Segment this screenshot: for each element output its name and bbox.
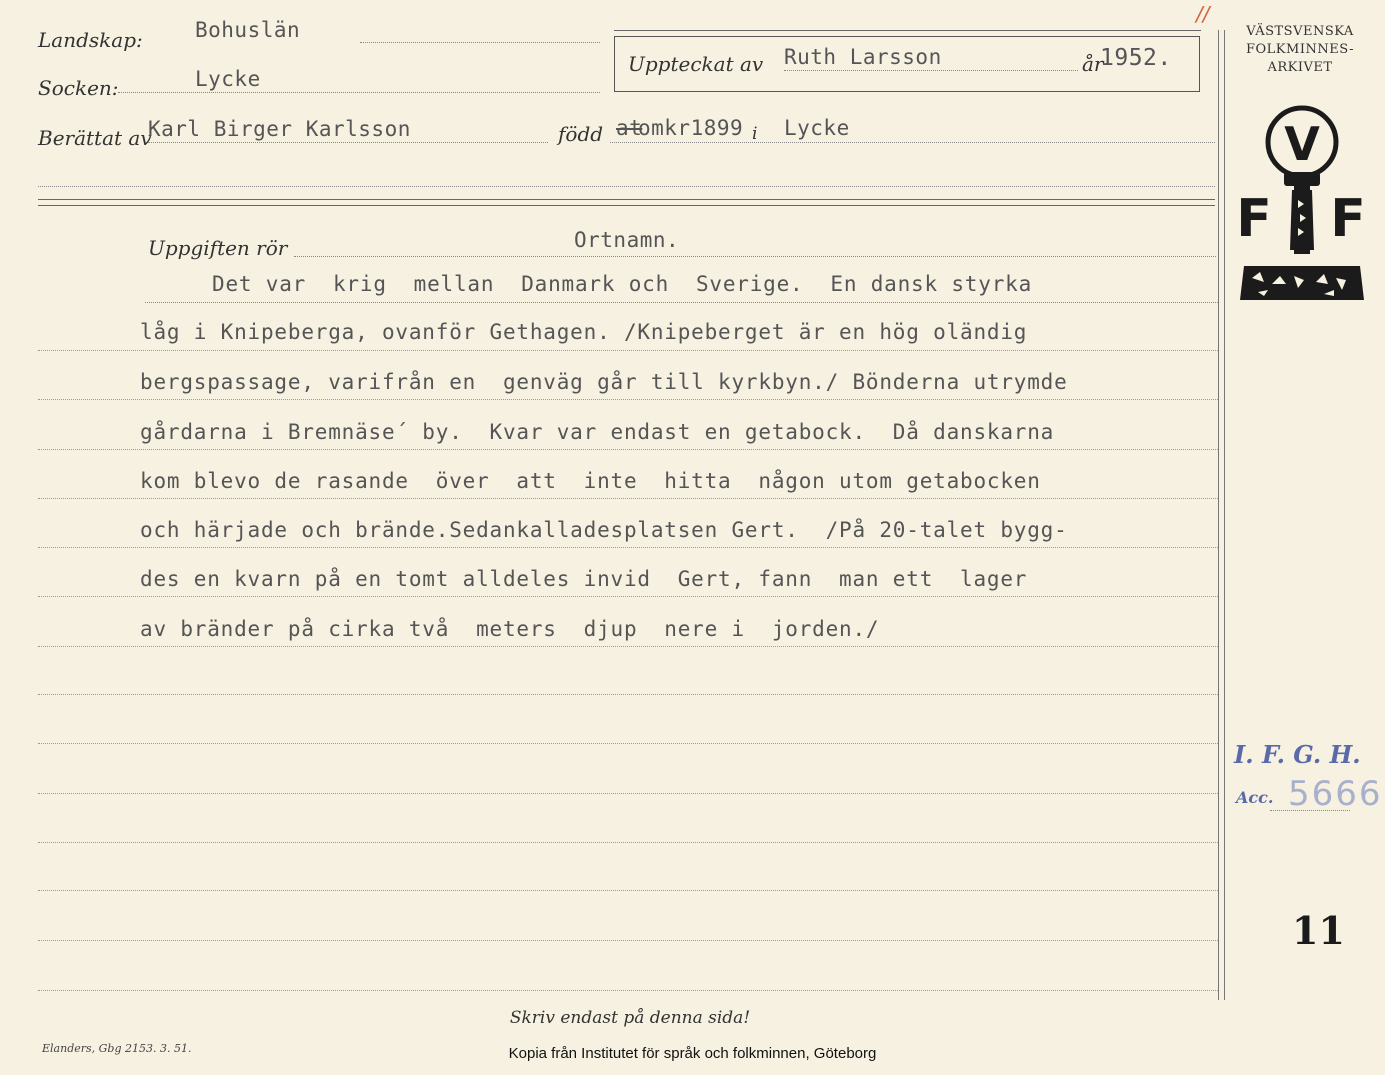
body-line-8: av bränder på cirka två meters djup nere i jorden./ [140, 617, 880, 641]
logo-letter-f-left: F [1236, 189, 1272, 249]
fodd-label: född [558, 122, 604, 146]
body-dotline-4 [38, 449, 1218, 450]
body-line-4: gårdarna i Bremnäse´ by. Kvar var endast en getabock. Då danskarna [140, 420, 1055, 444]
body-dotline-15 [38, 990, 1218, 991]
logo-letter-v: V [1284, 117, 1320, 171]
body-line-7: des en kvarn på en tomt alldeles invid Gert, fann man ett lager [140, 567, 1028, 591]
body-line-2: låg i Knipeberga, ovanför Gethagen. /Knipeberget är en hög oländig [140, 320, 1028, 344]
socken-value: Lycke [195, 67, 261, 91]
body-dotline-5 [38, 498, 1218, 499]
margin-line-left [1218, 30, 1219, 1000]
body-line-6: och härjade och brände.Sedankalladesplatsen Gert. /På 20-talet bygg- [140, 518, 1068, 542]
landskap-label: Landskap: [38, 28, 143, 52]
header-rule-top [38, 199, 1215, 200]
body-dotline-12 [38, 842, 1218, 843]
archive-name-line2: FOLKMINNES- [1246, 42, 1354, 57]
ar-label: år [1082, 52, 1104, 76]
subject-value: Ortnamn. [574, 228, 680, 252]
body-dotline-13 [38, 890, 1218, 891]
acc-label: Acc. [1236, 788, 1274, 807]
margin-line-right [1224, 30, 1225, 1000]
footer-instruction: Skriv endast på denna sida! [509, 1008, 751, 1028]
body-dotline-2 [38, 350, 1218, 351]
box-top-rule [614, 30, 1201, 31]
berattat-dotline [148, 142, 548, 143]
body-dotline-14 [38, 940, 1218, 941]
header-rule-bottom [38, 205, 1215, 206]
body-line-3: bergspassage, varifrån en genväg går till kyrkbyn./ Bönderna utrymde [140, 370, 1068, 394]
corner-mark: // [1196, 2, 1210, 26]
header-empty-dotline [38, 186, 1215, 187]
fodd-struck-text: at [616, 116, 643, 140]
archive-name-line1: VÄSTSVENSKA [1246, 24, 1354, 39]
archive-name-line3: ARKIVET [1267, 60, 1333, 75]
landskap-value: Bohuslän [195, 18, 301, 42]
logo-letter-f-right: F [1330, 189, 1366, 249]
berattat-label: Berättat av [38, 126, 152, 150]
body-dotline-1 [145, 302, 1218, 303]
copy-note: Kopia från Institutet för språk och folkminnen, Göteborg [508, 1045, 877, 1062]
berattat-value: Karl Birger Karlsson [148, 117, 411, 141]
body-dotline-7 [38, 596, 1218, 597]
body-dotline-3 [38, 399, 1218, 400]
fodd-place: Lycke [784, 116, 850, 140]
archive-stamp-initials: I. F. G. H. [1234, 740, 1361, 769]
ar-value: 1952. [1100, 45, 1172, 71]
upptecknat-label: Uppteckat av [628, 52, 764, 76]
fodd-place-prefix: i [752, 124, 758, 144]
acc-dotline [1270, 810, 1350, 811]
acc-number: 5666 [1288, 774, 1383, 814]
subject-dotline [294, 256, 1216, 257]
socken-label: Socken: [38, 76, 119, 100]
upptecknat-value: Ruth Larsson [784, 45, 942, 69]
landskap-dotline [360, 42, 600, 43]
subject-label: Uppgiften rör [148, 236, 288, 260]
body-line-5: kom blevo de rasande över att inte hitta någon utom getabocken [140, 469, 1041, 493]
fodd-value: omkr1899 [638, 116, 744, 140]
body-dotline-9 [38, 694, 1218, 695]
page-number: 11 [1292, 908, 1345, 953]
body-dotline-8 [38, 646, 1218, 647]
body-dotline-11 [38, 793, 1218, 794]
body-dotline-6 [38, 547, 1218, 548]
upptecknat-dotline [784, 70, 1078, 71]
body-dotline-10 [38, 743, 1218, 744]
printer-mark: Elanders, Gbg 2153. 3. 51. [42, 1042, 192, 1055]
socken-dotline [118, 92, 600, 93]
body-line-1: Det var krig mellan Danmark och Sverige. En dansk styrka [212, 272, 1033, 296]
fodd-dotline [610, 142, 1215, 143]
vff-logo-icon [1236, 100, 1368, 312]
